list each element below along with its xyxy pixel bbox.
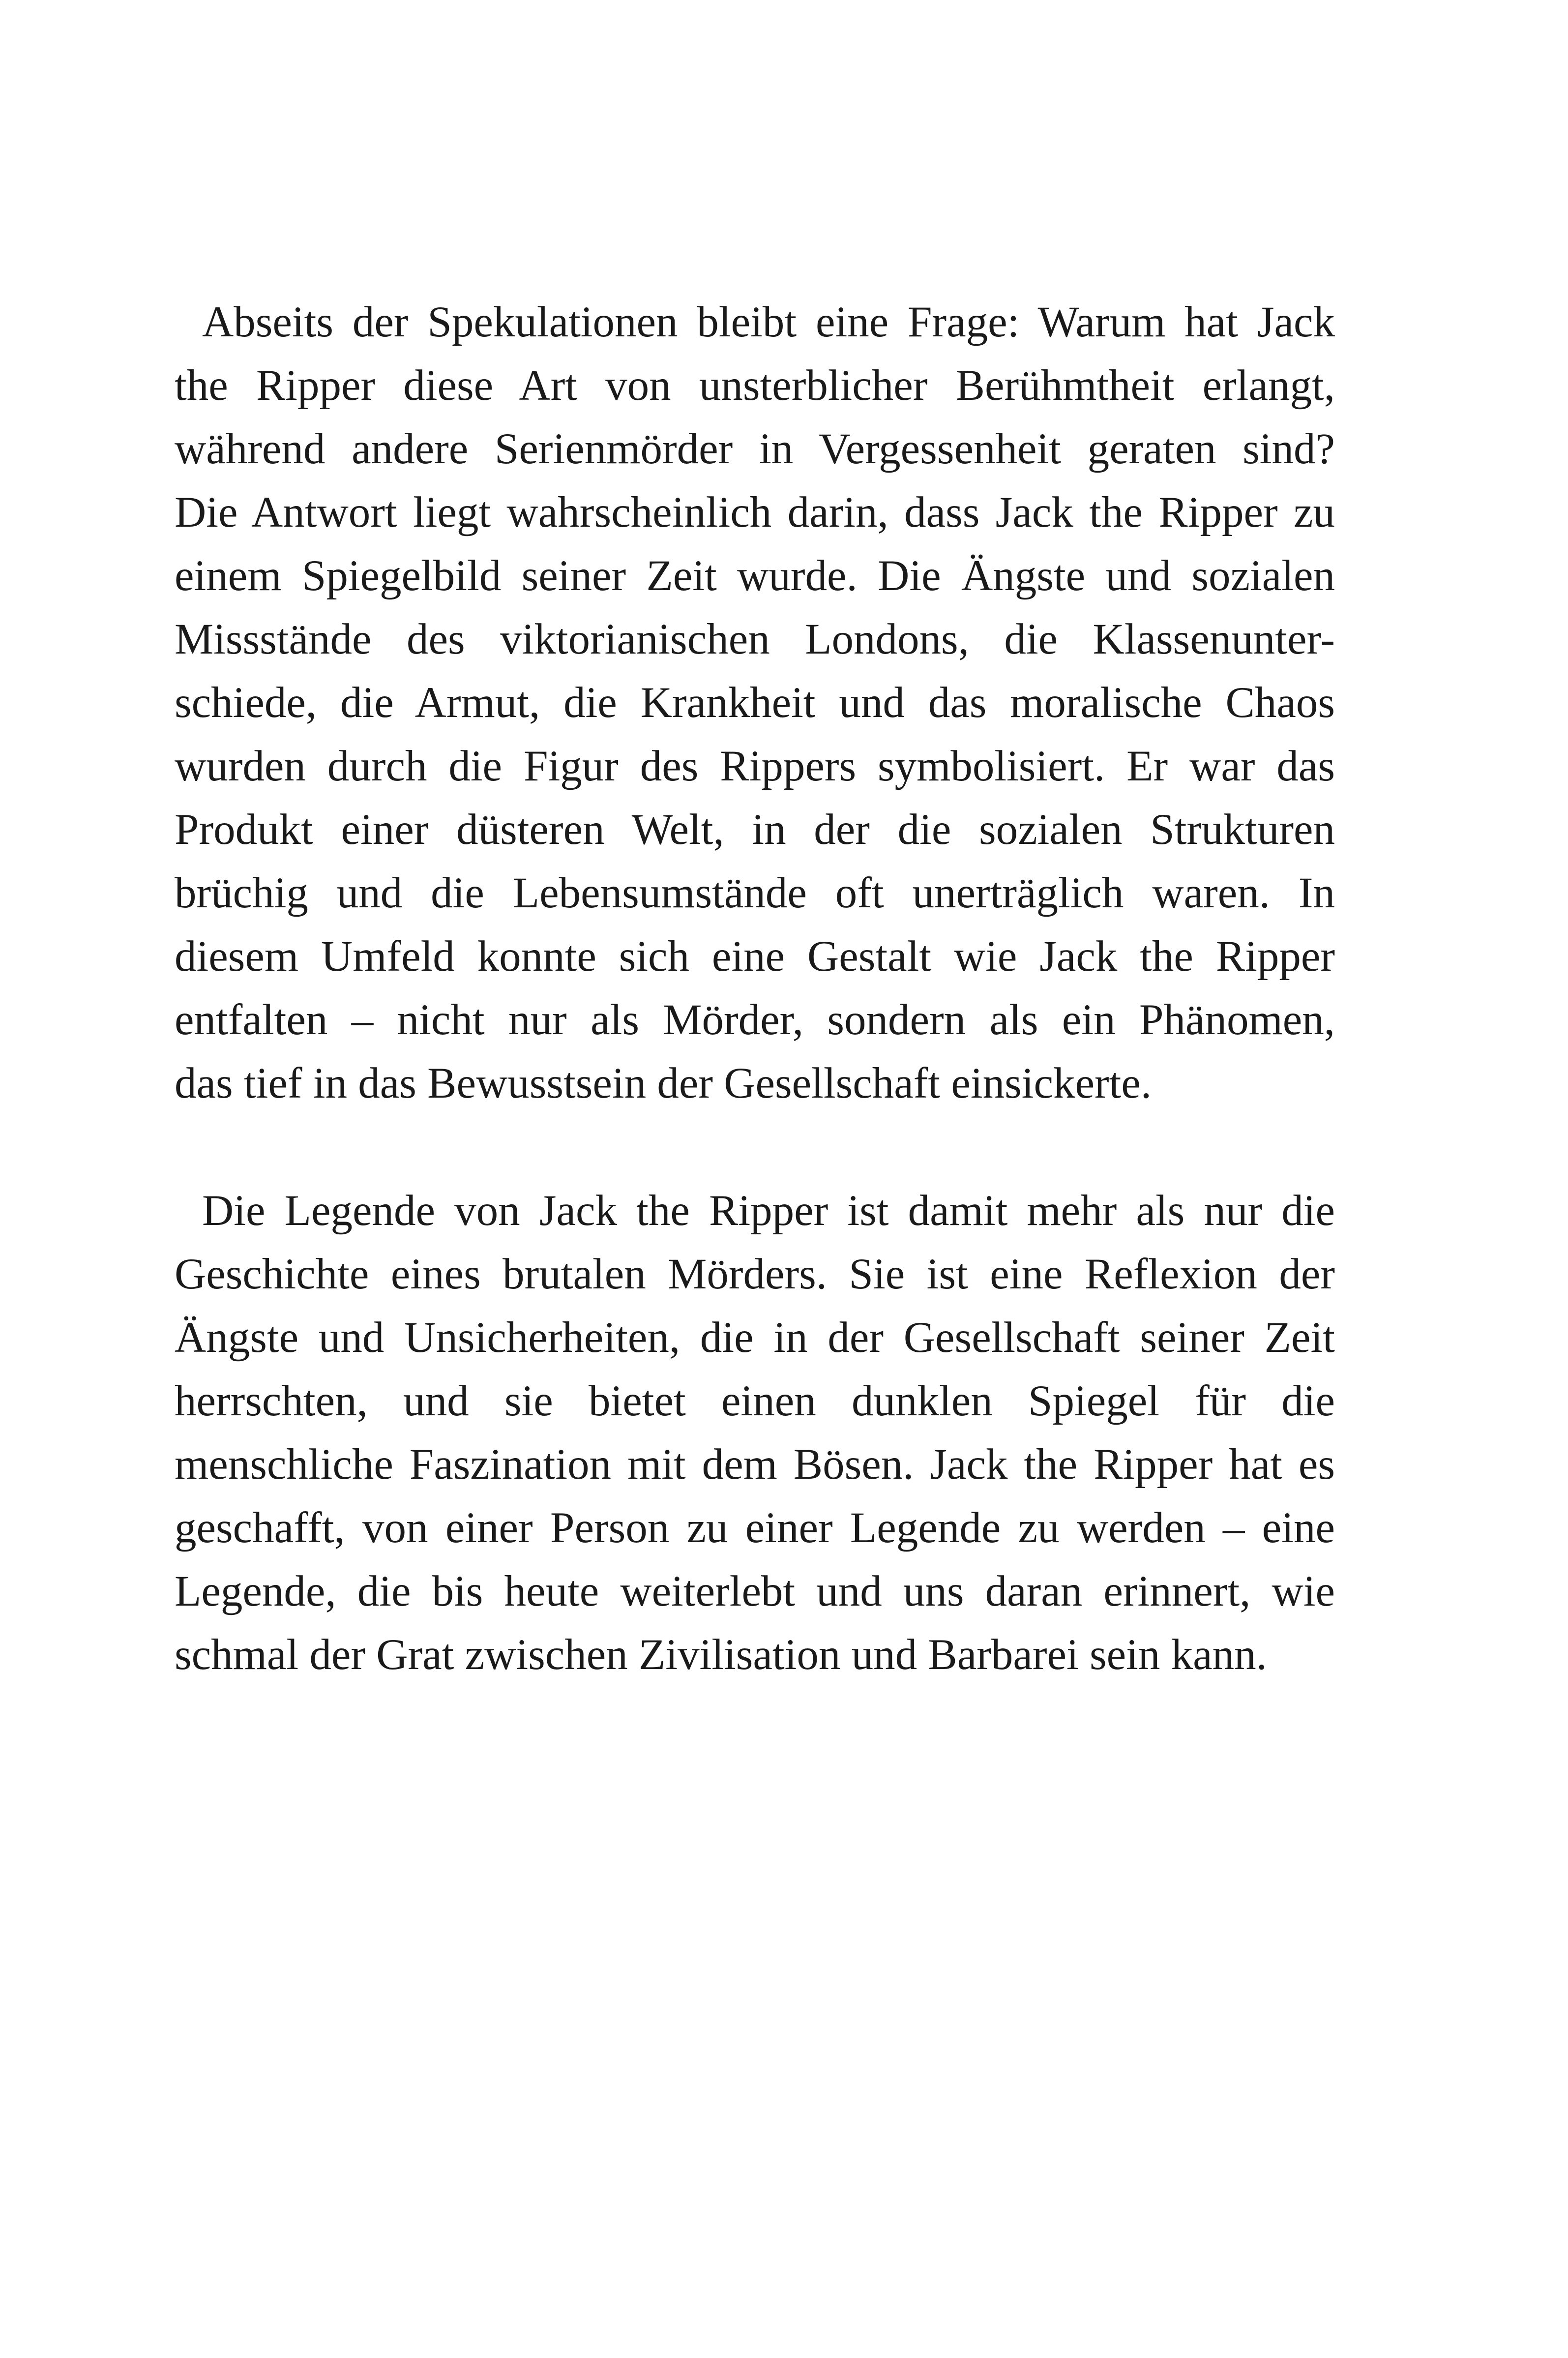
paragraph-2 [175, 1179, 1335, 1687]
paragraph-line: während andere Serienmörder in Vergessenheit geraten sind? [175, 425, 1335, 473]
paragraph-line: entfalten – nicht nur als Mörder, sondern als ein Phänomen, [175, 996, 1335, 1044]
paragraph-line: herrschten, und sie bietet einen dunklen Spiegel für die [175, 1377, 1335, 1425]
paragraph-line: Geschichte eines brutalen Mörders. Sie ist eine Reflexion der [175, 1250, 1335, 1298]
paragraph-line: Abseits der Spekulationen bleibt eine Frage: Warum hat Jack [202, 298, 1335, 346]
paragraph-line: brüchig und die Lebensumstände oft unerträglich waren. In [175, 869, 1335, 917]
paragraph-line: Die Antwort liegt wahrscheinlich darin, dass Jack the Ripper zu [175, 488, 1335, 537]
paragraph-line: Die Legende von Jack the Ripper ist damit mehr als nur die [202, 1187, 1335, 1235]
paragraph-line: Missstände des viktorianischen Londons, die Klassenunter- [175, 615, 1335, 663]
paragraph-line: geschafft, von einer Person zu einer Legende zu werden – eine [175, 1504, 1335, 1552]
paragraph-line: Ängste und Unsicherheiten, die in der Gesellschaft seiner Zeit [175, 1313, 1335, 1362]
paragraph-1 [175, 291, 1335, 1115]
paragraph-line: schiede, die Armut, die Krankheit und das moralische Chaos [175, 679, 1335, 727]
paragraph-line: Produkt einer düsteren Welt, in der die sozialen Strukturen [175, 806, 1335, 854]
paragraph-line: schmal der Grat zwischen Zivilisation und Barbarei sein kann. [175, 1631, 1267, 1679]
paragraph-line: Legende, die bis heute weiterlebt und uns daran erinnert, wie [175, 1567, 1335, 1615]
paragraph-line: wurden durch die Figur des Rippers symbolisiert. Er war das [175, 742, 1335, 790]
paragraph-line: diesem Umfeld konnte sich eine Gestalt wie Jack the Ripper [175, 932, 1335, 981]
paragraph-line: menschliche Faszination mit dem Bösen. Jack the Ripper hat es [175, 1440, 1335, 1489]
paragraph-line: the Ripper diese Art von unsterblicher Berühmtheit erlangt, [175, 361, 1335, 410]
paragraph-line: das tief in das Bewusstsein der Gesellschaft einsickerte. [175, 1059, 1152, 1107]
paragraph-line: einem Spiegelbild seiner Zeit wurde. Die Ängste und sozialen [175, 552, 1335, 600]
